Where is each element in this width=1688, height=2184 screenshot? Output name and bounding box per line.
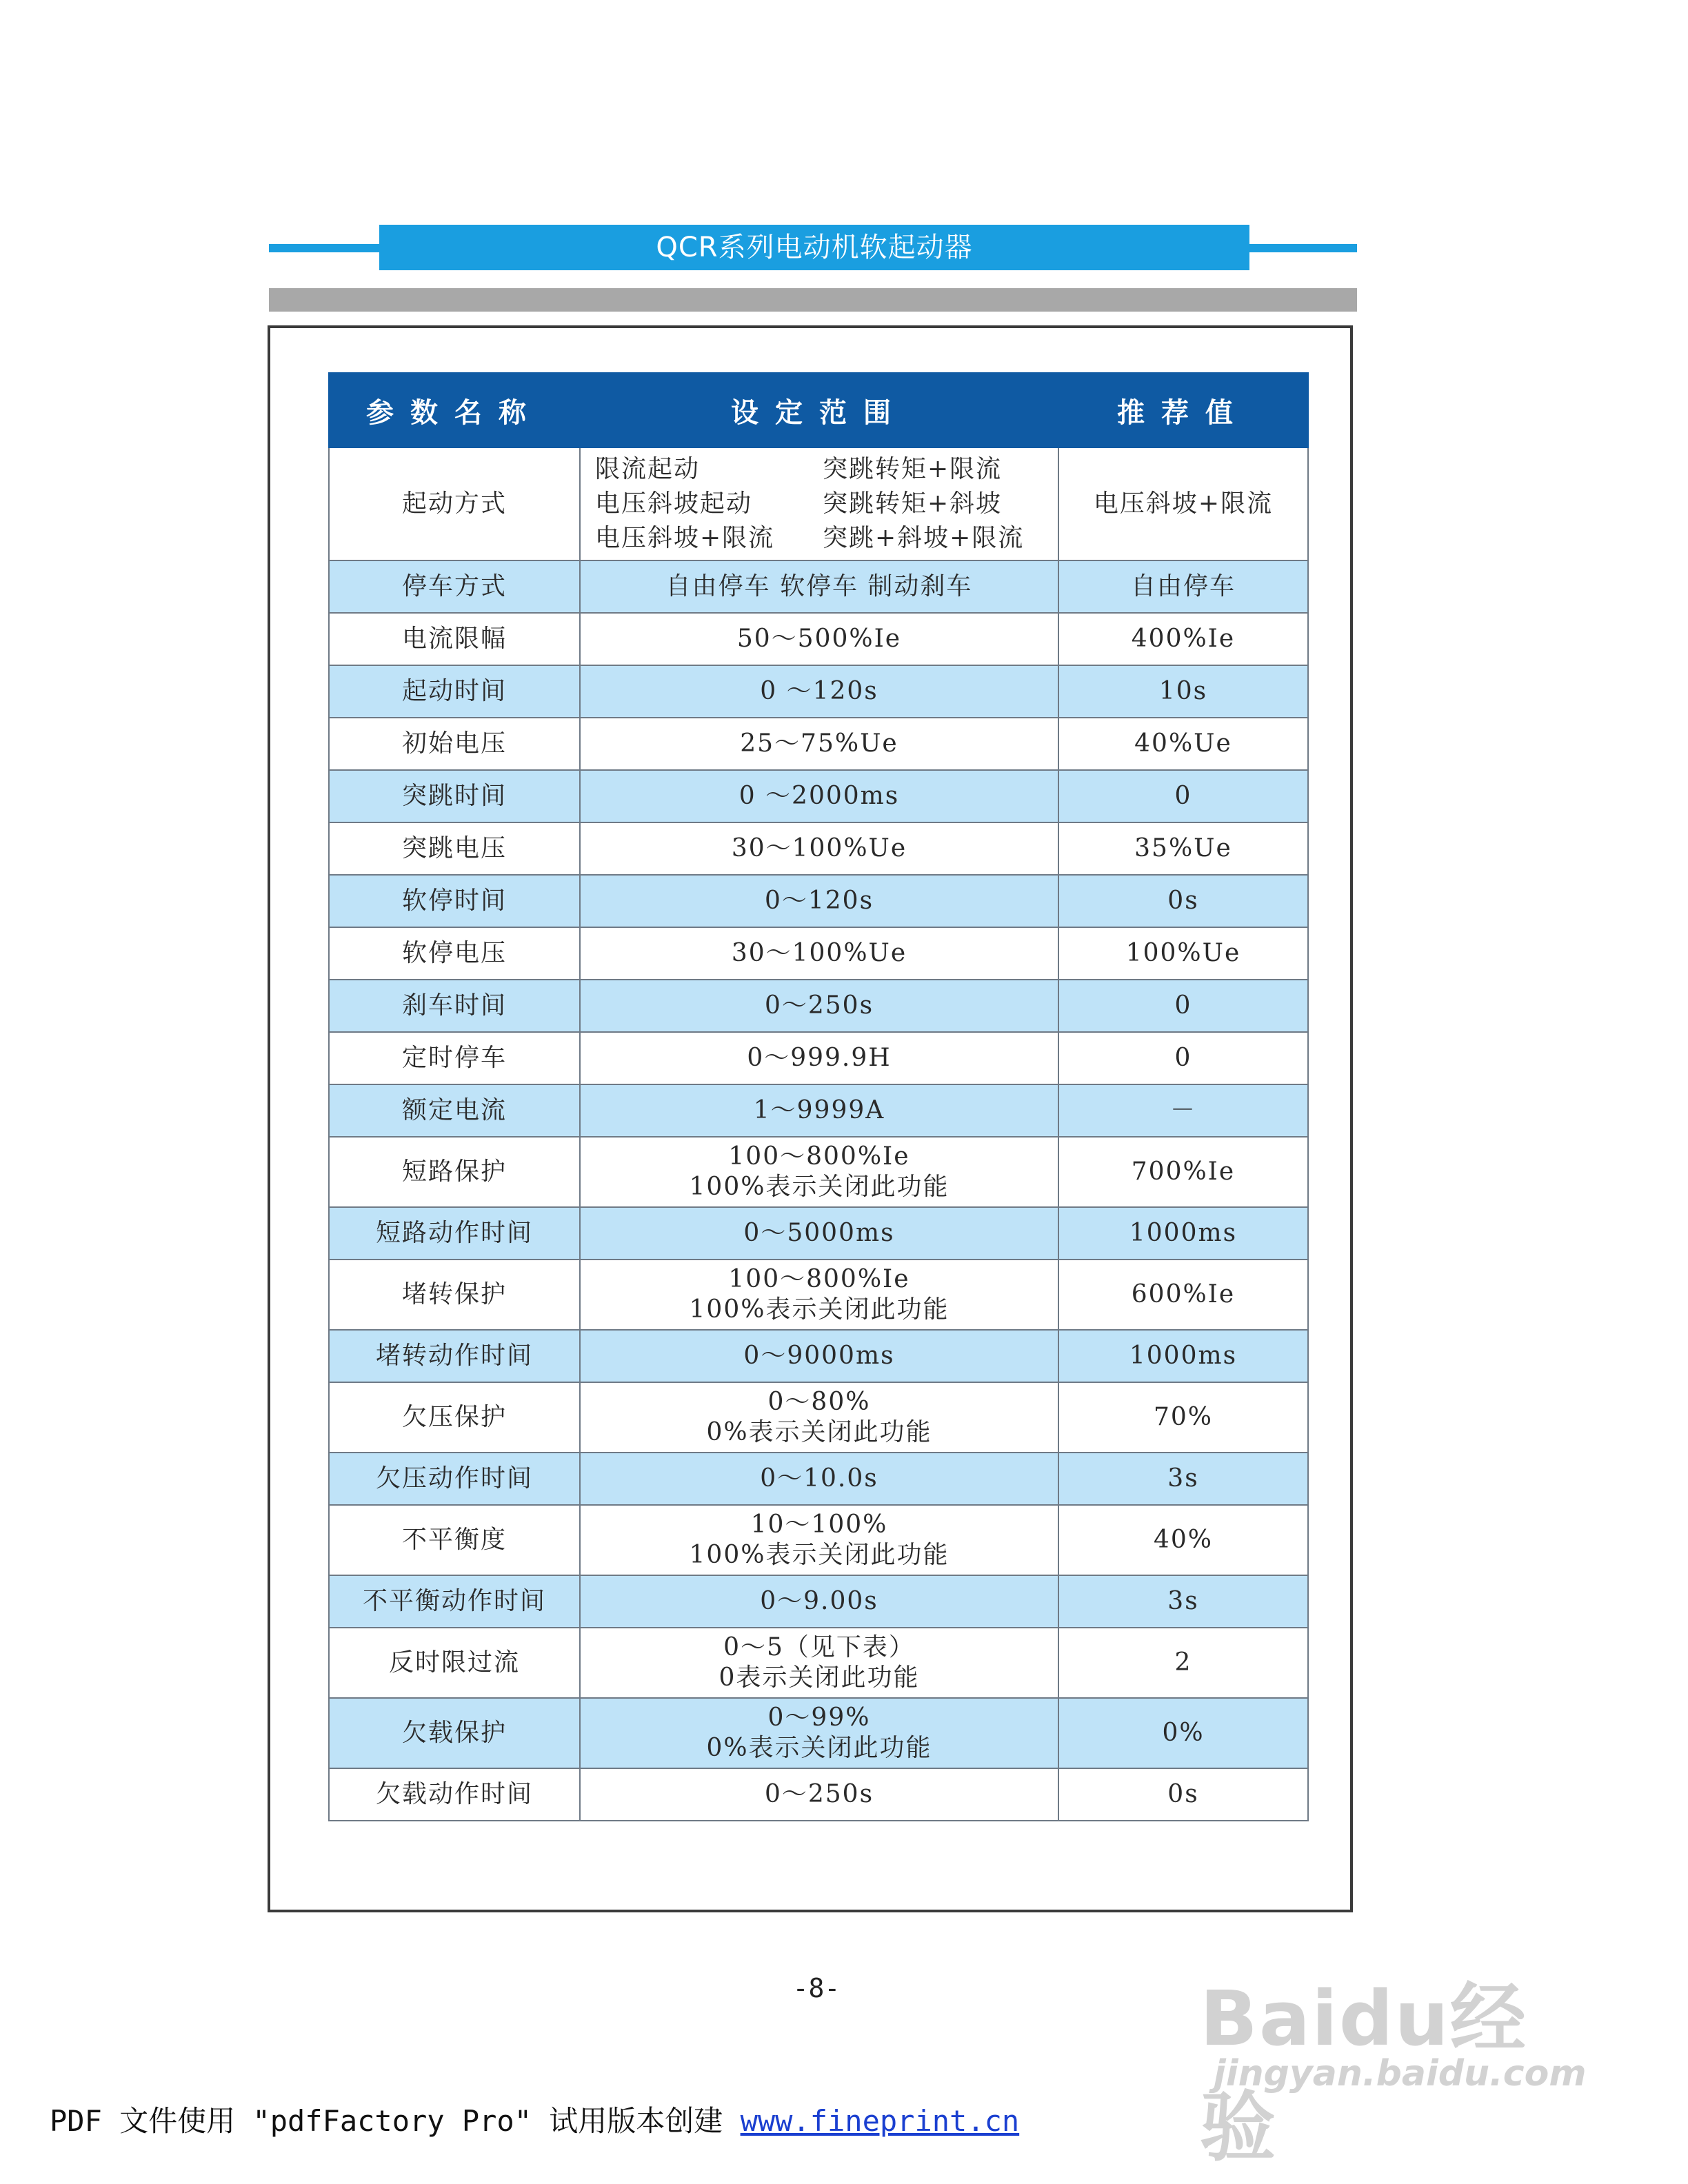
- cell-param-name: 堵转动作时间: [329, 1330, 580, 1382]
- cell-range: [580, 447, 1058, 560]
- parameter-table: [328, 372, 1309, 1821]
- table-row: [329, 1453, 1308, 1505]
- baidu-watermark: [1186, 1930, 1587, 2172]
- header-gray-band: [269, 288, 1357, 312]
- cell-param-name: 软停时间: [329, 875, 580, 927]
- cell-recommended: 40%Ue: [1058, 718, 1308, 770]
- cell-recommended: 自由停车: [1058, 560, 1308, 613]
- range-line: 0表示关闭此功能: [719, 1664, 920, 1692]
- cell-range: [580, 1382, 1058, 1453]
- cell-param-name: 突跳时间: [329, 770, 580, 822]
- range-line: 100%表示关闭此功能: [689, 1541, 950, 1569]
- cell-recommended: 100%Ue: [1058, 927, 1308, 980]
- range-line: 50～500%Ie: [736, 625, 902, 653]
- cell-range: [580, 560, 1058, 613]
- range-line: 100～800%Ie: [728, 1265, 910, 1293]
- range-line: 0～5（见下表）: [723, 1633, 915, 1661]
- cell-range: [580, 1698, 1058, 1768]
- start-mode-option: 突跳转矩+限流: [823, 455, 1003, 483]
- cell-param-name: 初始电压: [329, 718, 580, 770]
- range-line: 25～75%Ue: [740, 729, 898, 758]
- table-row: [329, 1382, 1308, 1453]
- cell-param-name: 短路动作时间: [329, 1207, 580, 1260]
- range-line: 0～999.9H: [747, 1044, 892, 1072]
- range-line: 30～100%Ue: [731, 834, 907, 862]
- table-row: [329, 1698, 1308, 1768]
- range-line: 0 ～2000ms: [738, 782, 900, 810]
- cell-recommended: 0s: [1058, 1768, 1308, 1821]
- cell-range: [580, 875, 1058, 927]
- start-mode-option: 电压斜坡起动: [595, 489, 753, 518]
- cell-recommended: 电压斜坡+限流: [1058, 447, 1308, 560]
- cell-recommended: 0: [1058, 770, 1308, 822]
- cell-range: [580, 770, 1058, 822]
- table-row: [329, 560, 1308, 613]
- table-row: [329, 1260, 1308, 1330]
- watermark-url: jingyan.baidu.com: [1214, 2053, 1587, 2094]
- range-line: 10～100%: [750, 1510, 888, 1539]
- cell-range: [580, 1207, 1058, 1260]
- cell-recommended: 3s: [1058, 1575, 1308, 1628]
- cell-param-name: 额定电流: [329, 1084, 580, 1137]
- cell-recommended: －: [1058, 1084, 1308, 1137]
- cell-param-name: 停车方式: [329, 560, 580, 613]
- cell-range: [580, 980, 1058, 1032]
- cell-recommended: 0: [1058, 980, 1308, 1032]
- cell-param-name: 欠压保护: [329, 1382, 580, 1453]
- cell-recommended: 35%Ue: [1058, 822, 1308, 875]
- range-line: 0～5000ms: [743, 1219, 895, 1247]
- range-line: 自由停车 软停车 制动刹车: [665, 572, 973, 600]
- range-line: 0～250s: [764, 991, 874, 1020]
- table-row: [329, 1084, 1308, 1137]
- range-line: 0～80%: [767, 1388, 871, 1416]
- table-row: [329, 875, 1308, 927]
- range-line: 0～9.00s: [760, 1587, 878, 1615]
- cell-range: [580, 822, 1058, 875]
- cell-range: [580, 613, 1058, 665]
- cell-recommended: 2: [1058, 1628, 1308, 1698]
- cell-range: [580, 1137, 1058, 1207]
- start-mode-option: 突跳+斜坡+限流: [823, 524, 1025, 552]
- table-row: [329, 1768, 1308, 1821]
- range-line: 0～99%: [767, 1703, 871, 1732]
- cell-param-name: 突跳电压: [329, 822, 580, 875]
- cell-recommended: 400%Ie: [1058, 613, 1308, 665]
- range-line: 0～10.0s: [760, 1464, 878, 1493]
- cell-param-name: 不平衡动作时间: [329, 1575, 580, 1628]
- start-mode-option: 突跳转矩+斜坡: [823, 489, 1003, 518]
- cell-recommended: 40%: [1058, 1505, 1308, 1575]
- table-row: [329, 718, 1308, 770]
- cell-range: [580, 1084, 1058, 1137]
- cell-param-name: 欠载保护: [329, 1698, 580, 1768]
- cell-param-name: 欠压动作时间: [329, 1453, 580, 1505]
- cell-recommended: 3s: [1058, 1453, 1308, 1505]
- cell-param-name: 起动时间: [329, 665, 580, 718]
- cell-recommended: 600%Ie: [1058, 1260, 1308, 1330]
- cell-param-name: 定时停车: [329, 1032, 580, 1084]
- pdf-creator-note: [50, 2099, 1019, 2140]
- table-row-start-mode: [329, 447, 1308, 560]
- cell-recommended: 70%: [1058, 1382, 1308, 1453]
- range-line: 0%表示关闭此功能: [706, 1418, 932, 1446]
- cell-range: [580, 1260, 1058, 1330]
- table-row: [329, 1628, 1308, 1698]
- cell-range: [580, 1453, 1058, 1505]
- column-header-name: 参数名称: [329, 373, 580, 447]
- table-row: [329, 665, 1308, 718]
- cell-recommended: 1000ms: [1058, 1207, 1308, 1260]
- start-mode-option: 限流起动: [595, 455, 701, 483]
- cell-range: [580, 1768, 1058, 1821]
- range-line: 100%表示关闭此功能: [689, 1295, 950, 1324]
- cell-recommended: 1000ms: [1058, 1330, 1308, 1382]
- cell-recommended: 700%Ie: [1058, 1137, 1308, 1207]
- table-row: [329, 770, 1308, 822]
- range-line: 0%表示关闭此功能: [706, 1734, 932, 1762]
- cell-param-name: 刹车时间: [329, 980, 580, 1032]
- table-row: [329, 1505, 1308, 1575]
- cell-recommended: 0: [1058, 1032, 1308, 1084]
- cell-param-name: 短路保护: [329, 1137, 580, 1207]
- table-row: [329, 1330, 1308, 1382]
- cell-recommended: 10s: [1058, 665, 1308, 718]
- table-row: [329, 980, 1308, 1032]
- range-line: 100%表示关闭此功能: [689, 1173, 950, 1201]
- cell-param-name: 堵转保护: [329, 1260, 580, 1330]
- table-row: [329, 822, 1308, 875]
- fineprint-link[interactable]: www.fineprint.cn: [740, 2104, 1020, 2138]
- cell-range: [580, 718, 1058, 770]
- range-line: 100～800%Ie: [728, 1142, 910, 1171]
- cell-param-name: 欠载动作时间: [329, 1768, 580, 1821]
- start-mode-option: 电压斜坡+限流: [595, 524, 775, 552]
- range-line: 30～100%Ue: [731, 939, 907, 967]
- range-line: 1～9999A: [753, 1096, 885, 1124]
- table-row: [329, 1575, 1308, 1628]
- cell-recommended: 0s: [1058, 875, 1308, 927]
- range-line: 0～120s: [764, 887, 874, 915]
- range-line: 0～9000ms: [743, 1342, 895, 1370]
- cell-range: [580, 665, 1058, 718]
- document-title: QCR系列电动机软起动器: [379, 225, 1249, 270]
- watermark-logo-text: Baidu经验: [1200, 1974, 1527, 2172]
- table-row: [329, 613, 1308, 665]
- cell-range: [580, 1032, 1058, 1084]
- cell-range: [580, 1330, 1058, 1382]
- cell-range: [580, 927, 1058, 980]
- cell-param-name: 反时限过流: [329, 1628, 580, 1698]
- cell-param-name: 软停电压: [329, 927, 580, 980]
- column-header-range: 设定范围: [580, 373, 1058, 447]
- table-header-row: [329, 373, 1308, 447]
- cell-range: [580, 1505, 1058, 1575]
- range-line: 0 ～120s: [760, 677, 878, 705]
- pdf-note-text: PDF 文件使用 "pdfFactory Pro" 试用版本创建: [50, 2104, 741, 2138]
- table-row: [329, 1137, 1308, 1207]
- page-number: -8-: [792, 1973, 841, 2003]
- cell-param-name: 起动方式: [329, 447, 580, 560]
- table-row: [329, 1032, 1308, 1084]
- cell-range: [580, 1575, 1058, 1628]
- column-header-recommended: 推荐值: [1058, 373, 1308, 447]
- table-row: [329, 927, 1308, 980]
- cell-param-name: 不平衡度: [329, 1505, 580, 1575]
- start-mode-options: [581, 452, 1058, 556]
- table-row: [329, 1207, 1308, 1260]
- range-line: 0～250s: [764, 1780, 874, 1808]
- cell-recommended: 0%: [1058, 1698, 1308, 1768]
- cell-param-name: 电流限幅: [329, 613, 580, 665]
- cell-range: [580, 1628, 1058, 1698]
